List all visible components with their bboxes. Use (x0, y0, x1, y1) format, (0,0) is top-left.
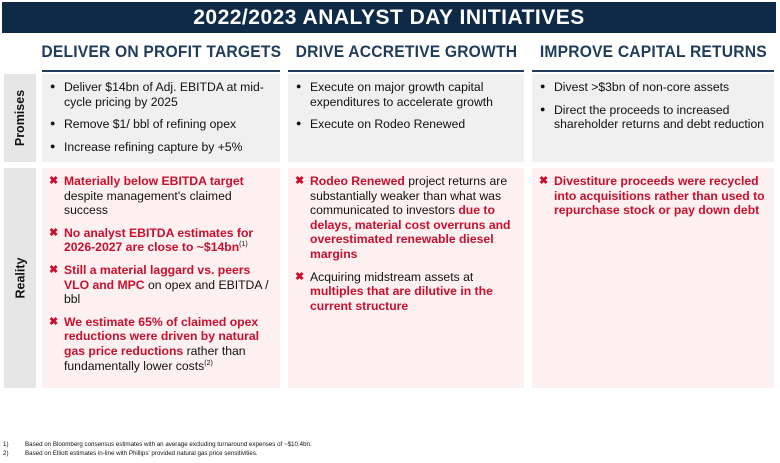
list-item: ● Deliver $14bn of Adj. EBITDA at mid-cycle pricing by 2025 (48, 80, 272, 109)
row-label-reality: Reality (4, 168, 36, 388)
red-x-icon: ✖ (295, 175, 305, 187)
list-item: ● Increase refining capture by +5% (48, 140, 272, 155)
promises-capital-cell (532, 74, 774, 162)
footnotes (3, 440, 312, 458)
promises-profit-cell (42, 74, 280, 162)
list-item: ✖ Acquiring midstream assets at multiples that are dilutive in the current structure (295, 269, 493, 313)
list-item: ● Divest >$3bn of non-core assets (538, 80, 766, 95)
row-label-promises: Promises (4, 74, 36, 162)
list-item: ✖ No analyst EBITDA estimates for 2026-2027 are close to $\sim\$14bn^{(1)}$ (49, 225, 254, 255)
reality-capital-cell (532, 168, 774, 388)
footnote: 2) Based on Elliott estimates in-line with Phillips' provided natural gas price sensitivities. (3, 450, 258, 457)
promises-growth-cell (288, 74, 524, 162)
reality-growth-cell (288, 168, 524, 388)
list-item: ● Remove $1/ bbl of refining opex (48, 117, 272, 132)
red-x-icon: ✖ (539, 175, 549, 187)
list-item: ✖ Rodeo Renewed project returns are substantially weaker than what was communicated to investors due to delays, material cost overruns and overestimated renewable diesel margins (295, 174, 511, 261)
red-x-icon: ✖ (49, 175, 59, 187)
red-x-icon: ✖ (295, 270, 305, 283)
list-item: ✖ Materially below EBITDA target despite management's claimed success (49, 174, 244, 218)
column-header-capital: IMPROVE CAPITAL RETURNS (532, 42, 774, 72)
column-header-profit: DELIVER ON PROFIT TARGETS (42, 42, 280, 72)
list-item: ✖ We estimate 65% of claimed opex reductions were driven by natural gas price reductions rather than fundamentally lower costs$^{(2)}$ (49, 314, 260, 373)
red-x-icon: ✖ (49, 263, 59, 276)
red-x-icon: ✖ (49, 226, 59, 239)
footnote: 1) Based on Bloomberg consensus estimates with an average excluding turnaround expenses of ~$10.4bn. (3, 441, 312, 448)
list-item: ✖ Still a material laggard vs. peers VLO and MPC on opex and EBITDA / bbl (49, 262, 269, 307)
list-item: ● Execute on major growth capital expenditures to accelerate growth (294, 80, 516, 109)
list-item: ● Execute on Rodeo Renewed (294, 117, 516, 132)
list-item: ● Direct the proceeds to increased shareholder returns and debt reduction (538, 103, 766, 132)
page-title: 2022/2023 ANALYST DAY INITIATIVES (2, 2, 776, 33)
list-item: ✖ Divestiture proceeds were recycled into acquisitions rather than used to repurchase stock or pay down debt (539, 174, 765, 218)
reality-profit-cell (42, 168, 280, 388)
column-header-growth: DRIVE ACCRETIVE GROWTH (288, 42, 524, 72)
red-x-icon: ✖ (49, 315, 59, 328)
